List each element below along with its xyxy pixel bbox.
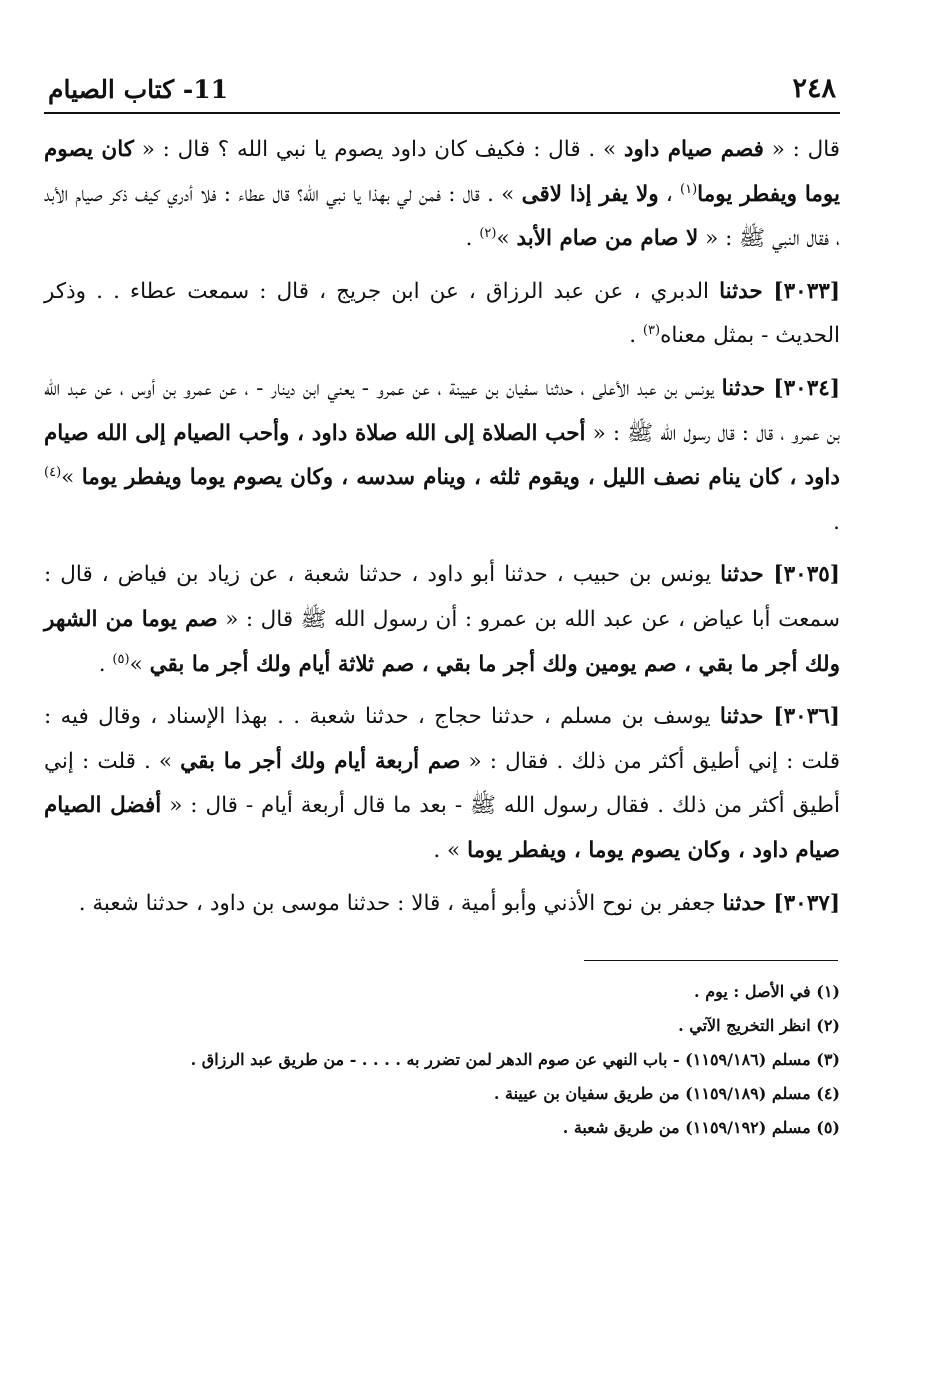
text: » <box>496 226 517 252</box>
text: . <box>98 651 113 677</box>
bold-text: [٣٠٣٥] <box>763 562 840 588</box>
bold-text: أحب الصلاة إلى الله صلاة داود ، وأحب الصيام إلى الله صيام داود ، كان ينام نصف الليل ، ويقوم ثلثه ، وينام سدسه ، وكان يصوم يوما ويفطر يوما <box>44 420 840 491</box>
bold-text: حدثنا <box>720 562 764 588</box>
text: » . قال : فكيف كان داود يصوم يا نبي الله ؟ قال : « <box>134 137 624 162</box>
footnote-reference: (٣) <box>642 323 661 339</box>
text: » <box>129 651 150 677</box>
footnote: (١) في الأصل : يوم . <box>694 982 840 1002</box>
footnotes <box>44 975 840 1145</box>
page <box>44 60 840 1145</box>
text: قال : « <box>763 137 841 162</box>
footnote-reference: (١) <box>680 181 698 197</box>
text: يوسف بن مسلم ، حدثنا حجاج ، حدثنا شعبة . . بهذا الإسناد ، وقال فيه : قلت : إني أطيق أكثر من ذلك . فقال : « <box>44 704 840 774</box>
footnote: (٥) مسلم (١١٥٩/١٩٢) من طريق شعبة . <box>562 1118 840 1138</box>
bold-text: فصم صيام داود <box>623 137 764 162</box>
body-text <box>44 128 840 926</box>
bold-text: حدثنا <box>719 278 763 304</box>
text: » . قلت : إني أطيق أكثر من ذلك . فقال رسول الله ﷺ - بعد ما قال أربعة أيام - قال : « <box>44 748 841 819</box>
text: الدبري ، عن عبد الرزاق ، عن ابن جريج ، قال : سمعت عطاء . . وذكر الحديث - بمثل معناه <box>44 278 840 349</box>
footnote: (٣) مسلم (١١٥٩/١٨٦) - باب النهي عن صوم الدهر لمن تضرر به . . . . - من طريق عبد الرزاق . <box>190 1050 840 1070</box>
paragraph <box>44 553 840 687</box>
text: . <box>465 226 480 252</box>
paragraph <box>44 695 840 873</box>
bold-text: كان يصوم يوما ويفطر يوما <box>44 137 841 207</box>
page-header <box>44 60 840 104</box>
text: . <box>629 323 643 349</box>
bold-text: [٣٠٣٦] <box>763 704 840 730</box>
bold-text: صم يوما من الشهر ولك أجر ما بقي ، صم يومين ولك أجر ما بقي ، صم ثلاثة أيام ولك أجر ما بقي <box>44 606 840 677</box>
chapter-title: 11- كتاب الصيام <box>48 75 229 104</box>
footnote: (٢) انظر التخريج الآتي . <box>678 1016 840 1036</box>
paragraph <box>44 882 840 927</box>
bold-text: ولا يفر إذا لاقى <box>521 181 659 207</box>
text: ، <box>658 181 681 207</box>
paragraph <box>44 270 840 359</box>
text: . <box>833 509 840 535</box>
text: » <box>61 465 82 491</box>
bold-text: حدثنا <box>722 890 766 916</box>
text: يونس بن حبيب ، حدثنا أبو داود ، حدثنا شعبة ، عن زياد بن فياض ، قال : سمعت أبا عياض ، عن عبد الله بن عمرو : أن رسول الله ﷺ قال : « <box>44 562 840 632</box>
footnote-reference: (٤) <box>44 465 62 480</box>
bold-text: حدثنا <box>721 375 766 401</box>
footnote-rule <box>584 960 838 961</box>
text: » . <box>433 837 468 863</box>
bold-text: [٣٠٣٣] <box>762 278 840 304</box>
bold-text: [٣٠٣٤] <box>765 375 840 401</box>
text: جعفر بن نوح الأذني وأبو أمية ، قالا : حدثنا موسى بن داود ، حدثنا شعبة . <box>78 890 723 916</box>
footnote-reference: (٢) <box>479 226 497 242</box>
text: » . قال : فمن لي بهذا يا نبي الله؟ قال عطاء : فلا أدري كيف ذكر صيام الأبد ، فقال النبي ﷺ : « <box>44 181 840 252</box>
bold-text: صم أربعة أيام ولك أجر ما بقي <box>180 748 461 774</box>
bold-text: [٣٠٣٧] <box>765 890 840 916</box>
header-rule <box>44 112 840 114</box>
text: يونس بن عبد الأعلى ، حدثنا سفيان بن عيينة ، عن عمرو - يعني ابن دينار - ، عن عمرو بن أوس ، عن عبد الله بن عمرو ، قال : قال رسول الله ﷺ : « <box>44 375 840 446</box>
page-number: ٢٤٨ <box>792 73 836 104</box>
bold-text: حدثنا <box>719 704 764 730</box>
bold-text: لا صام من صام الأبد <box>516 226 699 252</box>
paragraph <box>44 128 840 262</box>
bold-text: أفضل الصيام صيام داود ، وكان يصوم يوما ، ويفطر يوما <box>44 793 840 863</box>
footnote-reference: (٥) <box>112 651 130 667</box>
footnote: (٤) مسلم (١١٥٩/١٨٩) من طريق سفيان بن عيينة . <box>493 1084 840 1104</box>
paragraph <box>44 367 840 545</box>
